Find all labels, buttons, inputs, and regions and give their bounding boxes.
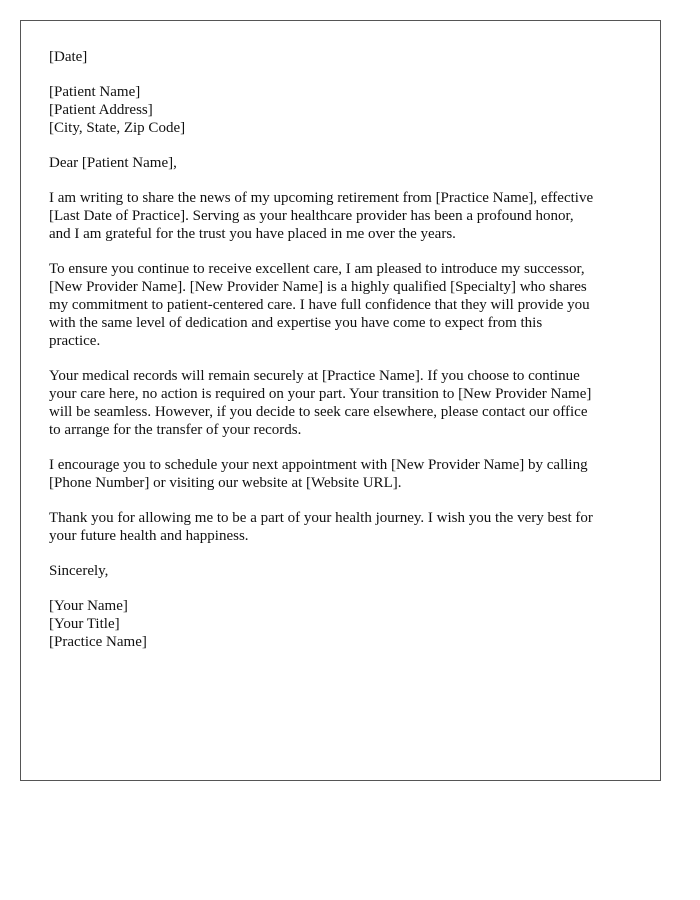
body-paragraph-thanks [49,509,632,545]
closing [49,562,632,580]
body-paragraph-appointment [49,456,632,492]
body-line: will be seamless. However, if you decide to seek care elsewhere, please contact our office [49,404,588,420]
recipient-city: [City, State, Zip Code] [49,120,186,136]
signature-practice: [Practice Name] [49,634,147,650]
body-line: Your medical records will remain securely at [Practice Name]. If you choose to continue [49,368,580,384]
body-line: I encourage you to schedule your next appointment with [New Provider Name] by calling [49,457,588,473]
body-paragraph-retirement [49,189,632,243]
body-line: [Last Date of Practice]. Serving as your healthcare provider has been a profound honor, [49,208,574,224]
body-line: your future health and happiness. [49,528,249,544]
body-paragraph-successor [49,260,632,350]
signature-name: [Your Name] [49,598,128,614]
signature-title: [Your Title] [49,616,120,632]
body-line: Thank you for allowing me to be a part of your health journey. I wish you the very best for [49,510,593,526]
date-line: [Date] [49,49,88,65]
body-line: To ensure you continue to receive excellent care, I am pleased to introduce my successor, [49,261,585,277]
body-line: and I am grateful for the trust you have placed in me over the years. [49,226,456,242]
salutation [49,154,632,172]
signature-block [49,597,632,651]
salutation-line: Dear [Patient Name], [49,155,177,171]
letter-document [20,20,661,781]
body-paragraph-records [49,367,632,439]
recipient-name: [Patient Name] [49,84,141,100]
date-block [49,48,632,66]
body-line: [Phone Number] or visiting our website at [Website URL]. [49,475,402,491]
body-line: my commitment to patient-centered care. I have full confidence that they will provide you [49,297,590,313]
closing-line: Sincerely, [49,563,109,579]
body-line: [New Provider Name]. [New Provider Name] is a highly qualified [Specialty] who shares [49,279,587,295]
body-line: your care here, no action is required on your part. Your transition to [New Provider Name] [49,386,592,402]
recipient-street: [Patient Address] [49,102,153,118]
body-line: practice. [49,333,101,349]
recipient-address [49,83,632,137]
body-line: with the same level of dedication and expertise you have come to expect from this [49,315,543,331]
body-line: to arrange for the transfer of your records. [49,422,302,438]
body-line: I am writing to share the news of my upcoming retirement from [Practice Name], effective [49,190,594,206]
